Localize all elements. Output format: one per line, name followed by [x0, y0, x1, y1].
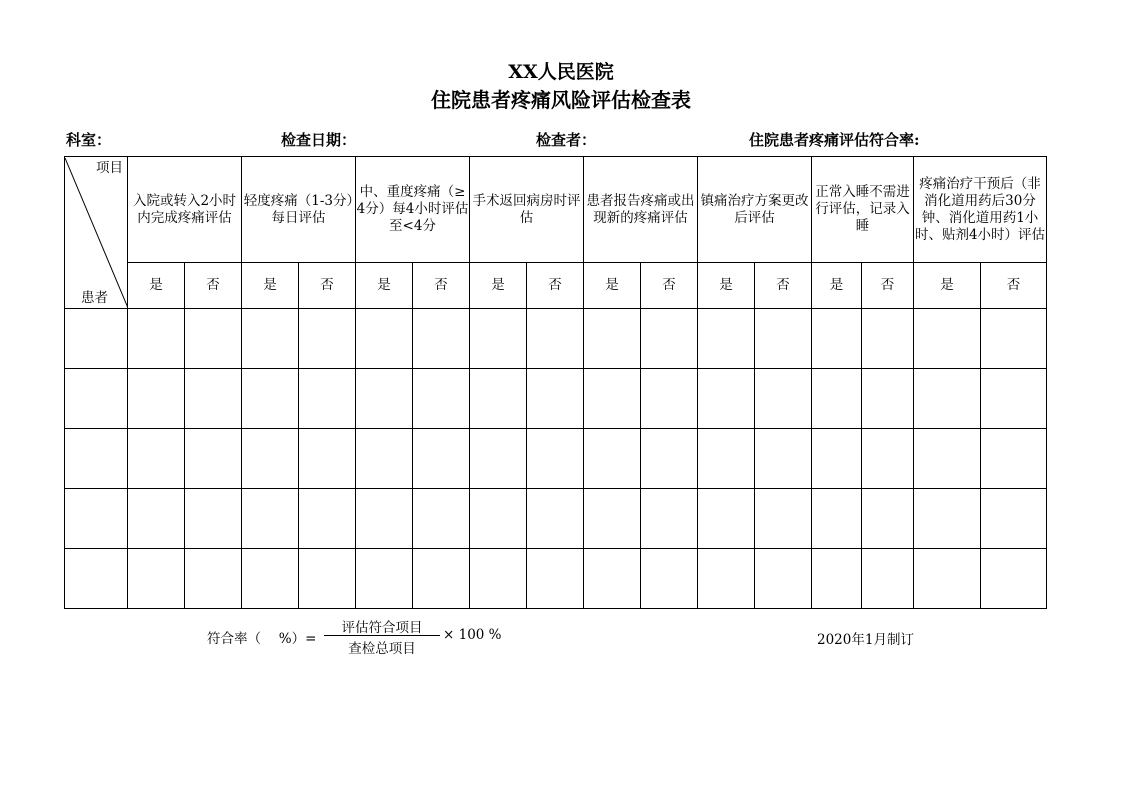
check-cell[interactable] [914, 429, 981, 489]
check-cell[interactable] [356, 369, 413, 429]
check-cell[interactable] [185, 429, 242, 489]
check-cell[interactable] [299, 309, 356, 369]
check-cell[interactable] [527, 369, 584, 429]
no-header: 否 [755, 263, 812, 309]
check-cell[interactable] [641, 369, 698, 429]
check-cell[interactable] [299, 489, 356, 549]
check-cell[interactable] [755, 549, 812, 609]
no-header: 否 [641, 263, 698, 309]
check-cell[interactable] [128, 549, 185, 609]
inspector-label: 检查者： [536, 131, 597, 149]
check-cell[interactable] [862, 309, 914, 369]
patient-cell[interactable] [65, 309, 128, 369]
department-label: 科室： [66, 131, 112, 149]
check-cell[interactable] [299, 369, 356, 429]
table-row [65, 309, 1047, 369]
column-header: 手术返回病房时评估 [470, 157, 584, 263]
check-cell[interactable] [914, 369, 981, 429]
table-row [65, 369, 1047, 429]
check-cell[interactable] [242, 549, 299, 609]
column-header: 患者报告疼痛或出现新的疼痛评估 [584, 157, 698, 263]
check-cell[interactable] [128, 489, 185, 549]
check-cell[interactable] [242, 309, 299, 369]
column-header: 镇痛治疗方案更改后评估 [698, 157, 812, 263]
table-row [65, 489, 1047, 549]
check-cell[interactable] [698, 489, 755, 549]
check-cell[interactable] [641, 309, 698, 369]
check-cell[interactable] [185, 489, 242, 549]
check-cell[interactable] [470, 429, 527, 489]
check-cell[interactable] [698, 549, 755, 609]
check-cell[interactable] [128, 309, 185, 369]
no-header: 否 [413, 263, 470, 309]
check-cell[interactable] [812, 309, 862, 369]
corner-patient-label: 患者 [81, 289, 108, 306]
check-cell[interactable] [584, 309, 641, 369]
check-cell[interactable] [413, 429, 470, 489]
fraction-bar [324, 635, 440, 636]
column-header: 疼痛治疗干预后（非消化道用药后30分钟、消化道用药1小时、贴剂4小时）评估 [914, 157, 1047, 263]
check-cell[interactable] [413, 369, 470, 429]
check-cell[interactable] [185, 369, 242, 429]
no-header: 否 [862, 263, 914, 309]
check-cell[interactable] [356, 489, 413, 549]
check-cell[interactable] [584, 549, 641, 609]
check-cell[interactable] [356, 429, 413, 489]
yes-header: 是 [914, 263, 981, 309]
yes-header: 是 [356, 263, 413, 309]
check-cell[interactable] [185, 309, 242, 369]
check-cell[interactable] [812, 549, 862, 609]
check-cell[interactable] [698, 309, 755, 369]
check-cell[interactable] [128, 369, 185, 429]
formula-numerator: 评估符合项目 [341, 620, 423, 636]
pain-assessment-table [64, 156, 1047, 609]
yes-header: 是 [584, 263, 641, 309]
check-cell[interactable] [981, 489, 1047, 549]
check-cell[interactable] [862, 369, 914, 429]
check-date-label: 检查日期： [281, 131, 357, 149]
table-row [65, 549, 1047, 609]
check-cell[interactable] [641, 429, 698, 489]
check-cell[interactable] [981, 369, 1047, 429]
header-row [65, 157, 1047, 263]
check-cell[interactable] [698, 429, 755, 489]
check-cell[interactable] [755, 369, 812, 429]
formula-multiplier: × 100 % [443, 627, 502, 643]
column-header: 入院或转入2小时内完成疼痛评估 [128, 157, 242, 263]
yes-header: 是 [128, 263, 185, 309]
no-header: 否 [981, 263, 1047, 309]
check-cell[interactable] [413, 549, 470, 609]
no-header: 否 [299, 263, 356, 309]
check-cell[interactable] [641, 549, 698, 609]
yes-header: 是 [242, 263, 299, 309]
made-date: 2020年1月制订 [817, 632, 914, 648]
check-cell[interactable] [527, 429, 584, 489]
check-cell[interactable] [914, 309, 981, 369]
check-cell[interactable] [981, 309, 1047, 369]
corner-cell [65, 157, 128, 309]
column-header: 中、重度疼痛（≥4分）每4小时评估至<4分 [356, 157, 470, 263]
check-cell[interactable] [698, 369, 755, 429]
check-cell[interactable] [356, 549, 413, 609]
hospital-name: XX人民医院 [508, 61, 614, 83]
check-cell[interactable] [242, 369, 299, 429]
check-cell[interactable] [470, 549, 527, 609]
yes-header: 是 [698, 263, 755, 309]
check-cell[interactable] [981, 429, 1047, 489]
check-cell[interactable] [527, 309, 584, 369]
check-cell[interactable] [755, 489, 812, 549]
check-cell[interactable] [584, 429, 641, 489]
compliance-rate-label: 住院患者疼痛评估符合率: [749, 131, 920, 149]
no-header: 否 [527, 263, 584, 309]
check-cell[interactable] [242, 489, 299, 549]
check-cell[interactable] [356, 309, 413, 369]
check-cell[interactable] [527, 549, 584, 609]
check-cell[interactable] [862, 489, 914, 549]
column-header: 轻度疼痛（1-3分）每日评估 [242, 157, 356, 263]
check-cell[interactable] [755, 309, 812, 369]
check-cell[interactable] [527, 489, 584, 549]
yes-header: 是 [812, 263, 862, 309]
check-cell[interactable] [812, 369, 862, 429]
check-cell[interactable] [584, 489, 641, 549]
corner-item-label: 项目 [96, 159, 123, 176]
check-cell[interactable] [755, 429, 812, 489]
check-cell[interactable] [299, 429, 356, 489]
patient-cell[interactable] [65, 489, 128, 549]
formula-denominator: 查检总项目 [348, 641, 416, 657]
table-row [65, 429, 1047, 489]
check-cell[interactable] [185, 549, 242, 609]
check-cell[interactable] [128, 429, 185, 489]
check-cell[interactable] [812, 489, 862, 549]
check-cell[interactable] [862, 429, 914, 489]
patient-cell[interactable] [65, 369, 128, 429]
check-cell[interactable] [299, 549, 356, 609]
no-header: 否 [185, 263, 242, 309]
check-cell[interactable] [470, 309, 527, 369]
check-cell[interactable] [584, 369, 641, 429]
check-cell[interactable] [812, 429, 862, 489]
yes-header: 是 [470, 263, 527, 309]
patient-cell[interactable] [65, 429, 128, 489]
check-cell[interactable] [862, 549, 914, 609]
form-title: 住院患者疼痛风险评估检查表 [431, 88, 691, 112]
check-cell[interactable] [470, 369, 527, 429]
check-cell[interactable] [470, 489, 527, 549]
check-cell[interactable] [914, 489, 981, 549]
patient-cell[interactable] [65, 549, 128, 609]
formula-label: 符合率（ %）= [207, 631, 317, 647]
diagonal-line [65, 158, 128, 308]
check-cell[interactable] [981, 549, 1047, 609]
check-cell[interactable] [641, 489, 698, 549]
check-cell[interactable] [914, 549, 981, 609]
column-header: 正常入睡不需进行评估，记录入睡 [812, 157, 914, 263]
yes-no-row [65, 263, 1047, 309]
check-cell[interactable] [413, 309, 470, 369]
check-cell[interactable] [242, 429, 299, 489]
check-cell[interactable] [413, 489, 470, 549]
